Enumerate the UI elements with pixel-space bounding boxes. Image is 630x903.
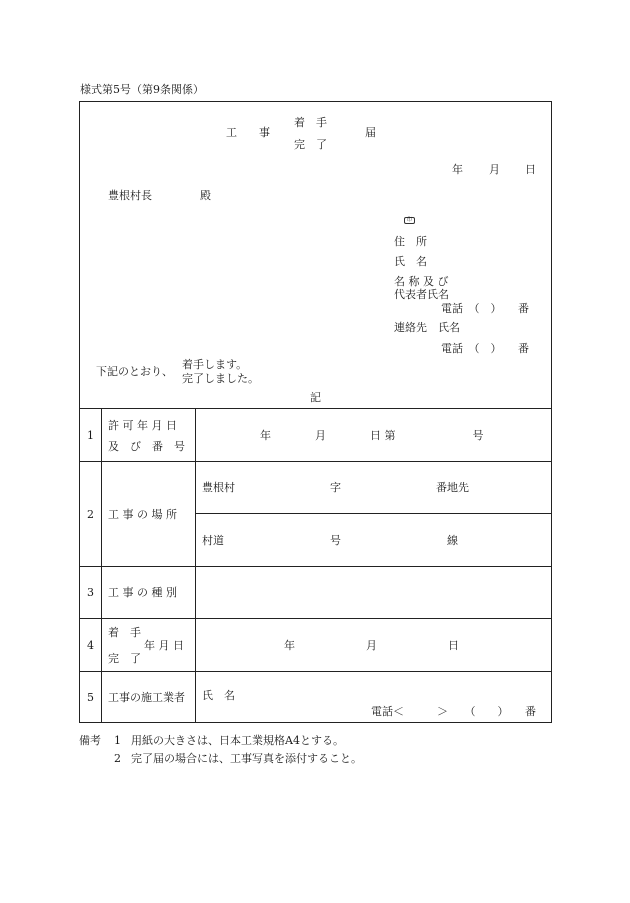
statement-done: 完了しました。 [182,372,259,385]
note1-text: 用紙の大きさは、日本工業規格A4とする。 [131,734,344,747]
title-koji: 工 事 [226,126,270,139]
row1-value: 年 月 日 第 号 [260,429,484,442]
row-divider [79,671,552,672]
addressee-name: 豊根村長 [108,189,152,202]
phone-1: 電話 （ ） 番 [441,302,529,315]
notes-label: 備考 [79,734,101,747]
row1-label-2: 及 び 番 号 [108,440,185,453]
seal-stamp-icon: 印 [404,217,415,224]
row5-phone: 電話＜ ＞ （ ） 番 [371,705,536,718]
column-divider [101,408,102,723]
form-number: 様式第5号（第9条関係） [80,83,204,96]
note2-text: 完了届の場合には、工事写真を添付すること。 [131,752,362,765]
row4-day: 日 [448,639,459,652]
phone-2: 電話 （ ） 番 [441,342,529,355]
row3-number: 3 [87,586,94,599]
note2-number: 2 [114,752,121,765]
contact-label: 連絡先 氏名 [394,321,460,334]
row3-label: 工 事 の 種 別 [108,586,177,599]
org-label-1: 名 称 及 び [394,275,449,288]
row2-sen: 線 [447,534,458,547]
row1-number: 1 [87,429,94,442]
row2-go: 号 [330,534,341,547]
title-chakushu: 着 手 [294,116,327,129]
row2-label: 工 事 の 場 所 [108,508,177,521]
row4-number: 4 [87,639,94,652]
column-divider [195,408,196,723]
row-divider [79,461,552,462]
date-month: 月 [489,163,500,176]
title-kanryo: 完 了 [294,138,327,151]
name-label: 氏 名 [394,255,427,268]
row-divider [79,408,552,409]
row4-label-bottom: 完 了 [108,652,141,665]
row4-month: 月 [366,639,377,652]
org-label-2: 代表者氏名 [394,288,449,301]
title-todoke: 届 [365,126,376,139]
address-label: 住 所 [394,235,427,248]
ki-mark: 記 [310,391,321,404]
row5-label: 工事の施工業者 [108,691,185,704]
statement-prefix: 下記のとおり、 [96,365,173,378]
row5-number: 5 [87,691,94,704]
statement-start: 着手します。 [182,358,248,371]
addressee-honorific: 殿 [200,189,211,202]
row4-year: 年 [284,639,295,652]
date-day: 日 [525,163,536,176]
row2-banchi: 番地先 [436,481,469,494]
row-divider [79,618,552,619]
row4-label-mid: 年 月 日 [144,639,184,652]
row5-name-label: 氏 名 [202,689,235,702]
note1-number: 1 [114,734,121,747]
row1-label-1: 許 可 年 月 日 [108,419,177,432]
row2-village: 豊根村 [202,481,235,494]
row-divider [79,566,552,567]
row2-aza: 字 [330,481,341,494]
row-divider [195,513,552,514]
row2-number: 2 [87,508,94,521]
row4-label-top: 着 手 [108,626,141,639]
date-year: 年 [452,163,463,176]
row2-road: 村道 [202,534,224,547]
